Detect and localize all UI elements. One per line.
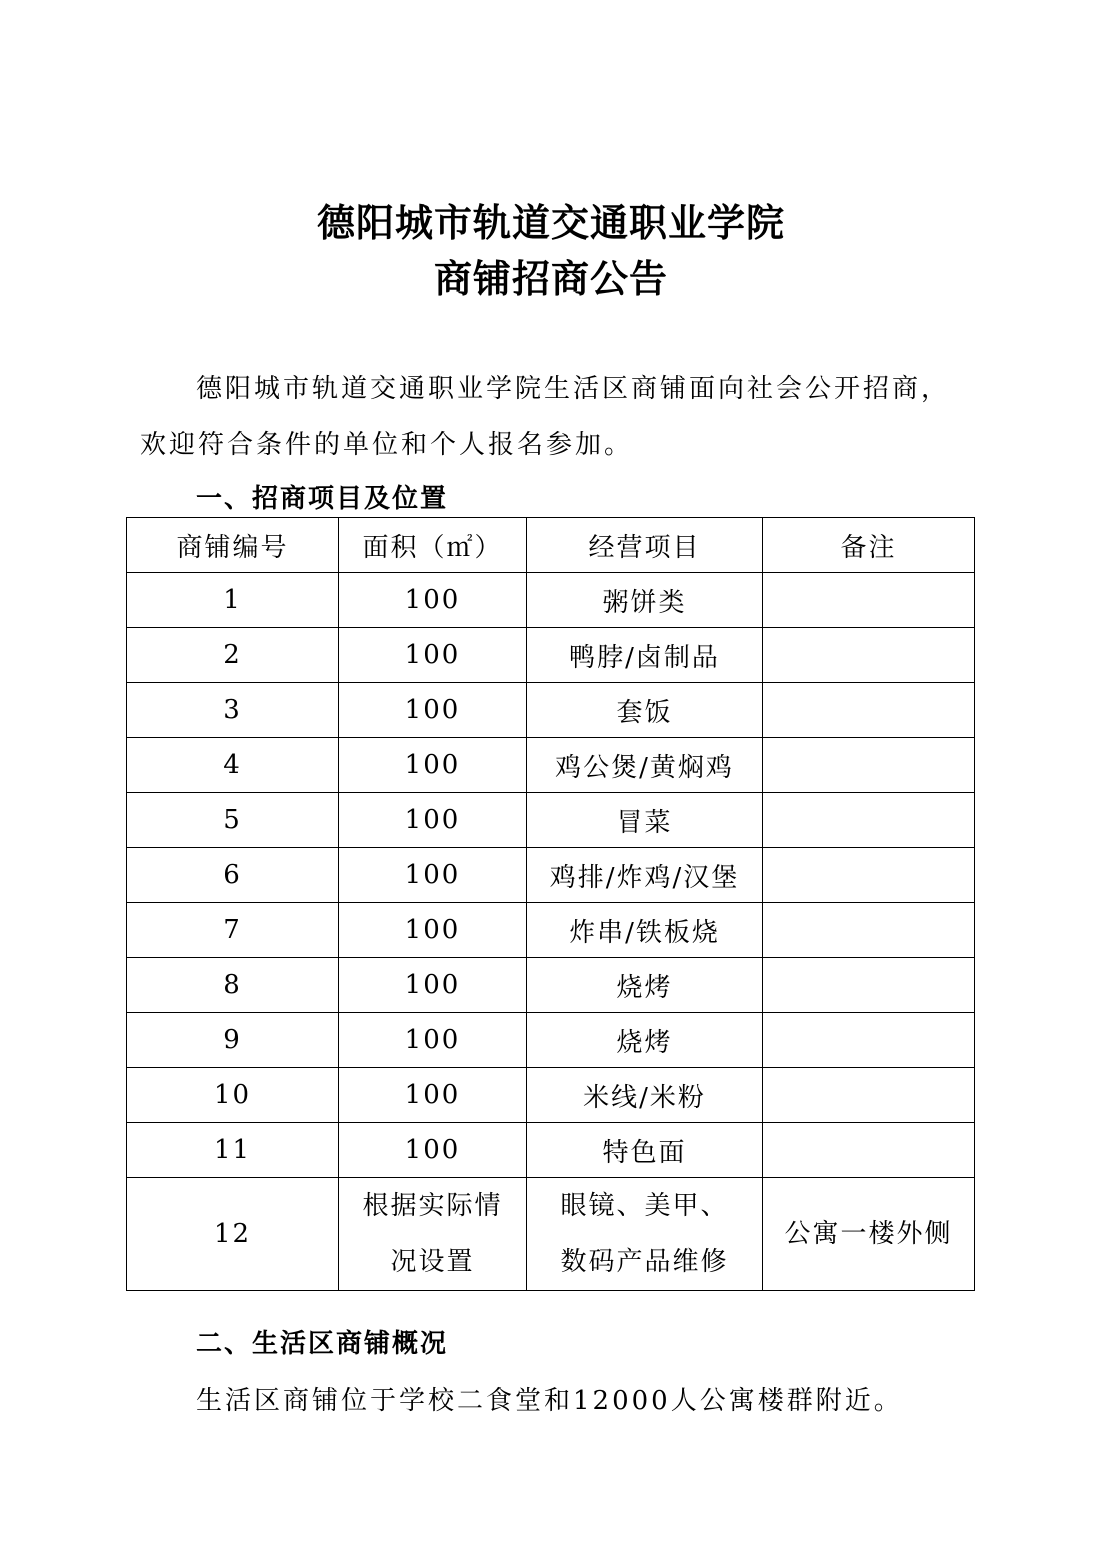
cell-shop-number: 7 xyxy=(127,903,339,958)
cell-area: 100 xyxy=(339,573,527,628)
cell-area: 100 xyxy=(339,903,527,958)
cell-area: 100 xyxy=(339,1068,527,1123)
cell-remarks xyxy=(763,573,975,628)
cell-shop-number: 9 xyxy=(127,1013,339,1068)
table-row xyxy=(127,628,975,683)
cell-remarks xyxy=(763,793,975,848)
cell-remarks xyxy=(763,958,975,1013)
table-row xyxy=(127,573,975,628)
cell-shop-number: 5 xyxy=(127,793,339,848)
cell-business: 鸡公煲/黄焖鸡 xyxy=(527,738,763,793)
section1-heading: 一、招商项目及位置 xyxy=(196,484,449,514)
cell-business: 特色面 xyxy=(527,1123,763,1178)
header-remarks: 备注 xyxy=(763,518,975,573)
table-row xyxy=(127,1013,975,1068)
table-row xyxy=(127,1068,975,1123)
section2-paragraph: 生活区商铺位于学校二食堂和12000人公寓楼群附近。 xyxy=(196,1386,903,1416)
cell-remarks xyxy=(763,738,975,793)
cell-shop-number: 3 xyxy=(127,683,339,738)
cell-business: 烧烤 xyxy=(527,1013,763,1068)
intro-paragraph-line1: 德阳城市轨道交通职业学院生活区商铺面向社会公开招商， xyxy=(196,374,951,404)
document-title-line2: 商铺招商公告 xyxy=(433,256,668,301)
cell-business: 鸡排/炸鸡/汉堡 xyxy=(527,848,763,903)
cell-area: 100 xyxy=(339,683,527,738)
header-shop-number: 商铺编号 xyxy=(127,518,339,573)
table-row xyxy=(127,903,975,958)
cell-remarks xyxy=(763,683,975,738)
cell-shop-number: 4 xyxy=(127,738,339,793)
table-header-row xyxy=(127,518,975,573)
cell-remarks xyxy=(763,1013,975,1068)
cell-business: 粥饼类 xyxy=(527,573,763,628)
table-row xyxy=(127,958,975,1013)
cell-shop-number: 2 xyxy=(127,628,339,683)
cell-shop-number: 10 xyxy=(127,1068,339,1123)
shop-table xyxy=(126,517,975,1291)
cell-business: 套饭 xyxy=(527,683,763,738)
cell-shop-number: 6 xyxy=(127,848,339,903)
cell-business: 炸串/铁板烧 xyxy=(527,903,763,958)
cell-business: 眼镜、美甲、数码产品维修 xyxy=(527,1178,763,1291)
header-area: 面积（㎡） xyxy=(339,518,527,573)
cell-area: 100 xyxy=(339,958,527,1013)
cell-area: 根据实际情况设置 xyxy=(339,1178,527,1291)
cell-shop-number: 12 xyxy=(127,1178,339,1291)
table-row xyxy=(127,793,975,848)
cell-shop-number: 1 xyxy=(127,573,339,628)
cell-remarks xyxy=(763,1123,975,1178)
table-row xyxy=(127,683,975,738)
cell-remarks: 公寓一楼外侧 xyxy=(763,1178,975,1291)
table-row xyxy=(127,1178,975,1291)
cell-area: 100 xyxy=(339,1013,527,1068)
cell-remarks xyxy=(763,903,975,958)
cell-remarks xyxy=(763,628,975,683)
table-row xyxy=(127,848,975,903)
cell-remarks xyxy=(763,1068,975,1123)
cell-business: 鸭脖/卤制品 xyxy=(527,628,763,683)
cell-area: 100 xyxy=(339,738,527,793)
cell-area: 100 xyxy=(339,848,527,903)
cell-shop-number: 8 xyxy=(127,958,339,1013)
cell-business: 米线/米粉 xyxy=(527,1068,763,1123)
header-business: 经营项目 xyxy=(527,518,763,573)
table-row xyxy=(127,1123,975,1178)
cell-area: 100 xyxy=(339,628,527,683)
cell-area: 100 xyxy=(339,1123,527,1178)
cell-business: 烧烤 xyxy=(527,958,763,1013)
intro-paragraph-line2: 欢迎符合条件的单位和个人报名参加。 xyxy=(140,430,634,460)
section2-heading: 二、生活区商铺概况 xyxy=(196,1329,449,1359)
cell-shop-number: 11 xyxy=(127,1123,339,1178)
document-title-line1: 德阳城市轨道交通职业学院 xyxy=(316,200,785,245)
table-row xyxy=(127,738,975,793)
cell-remarks xyxy=(763,848,975,903)
cell-area: 100 xyxy=(339,793,527,848)
cell-business: 冒菜 xyxy=(527,793,763,848)
